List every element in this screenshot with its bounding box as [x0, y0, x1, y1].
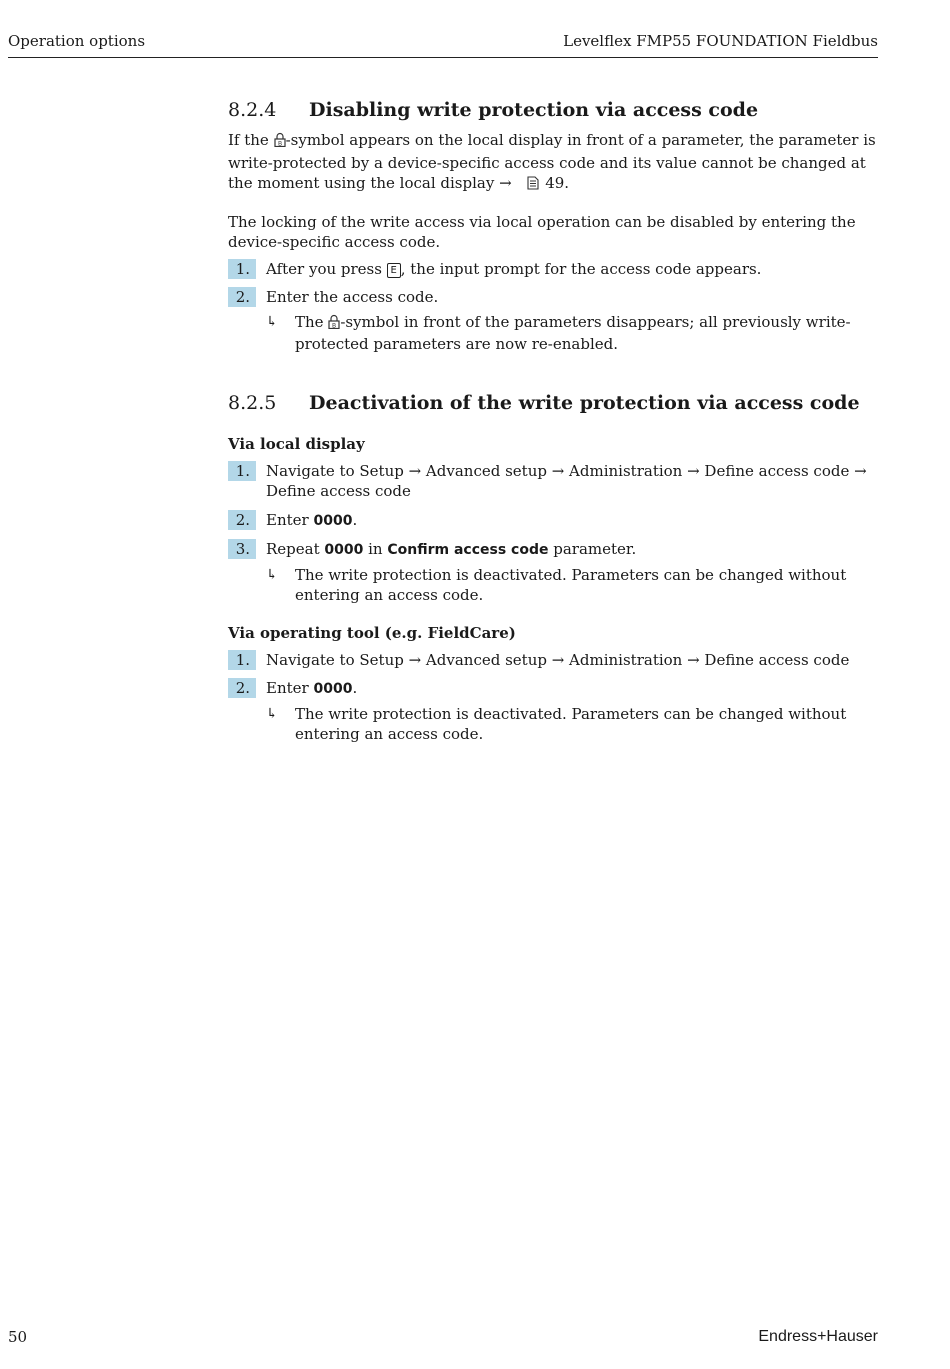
- step-text: Navigate to Setup → Advanced setup → Administration → Define access code → Define access code: [266, 461, 867, 500]
- step-number: 3.: [228, 539, 256, 559]
- result-arrow-icon: ↳: [266, 566, 278, 583]
- paragraph-write-protected: [228, 130, 878, 196]
- subheading-local-display: Via local display: [228, 434, 365, 453]
- brand-name: Endress+Hauser: [758, 1328, 878, 1345]
- section-number: 8.2.4: [228, 99, 277, 121]
- access-code-value: 0000: [313, 681, 353, 697]
- step-text: [266, 287, 878, 355]
- step-result: [266, 312, 878, 355]
- page-ref-link[interactable]: 49.: [545, 174, 570, 192]
- step-number: 1.: [228, 650, 256, 670]
- access-code-value: 0000: [313, 512, 353, 529]
- page-number: 50: [8, 1328, 28, 1346]
- text: parameter.: [548, 540, 637, 558]
- text: After you press: [266, 259, 387, 278]
- step-text: [266, 539, 878, 606]
- access-code-value: 0000: [324, 542, 364, 558]
- step-text: [266, 510, 878, 532]
- text: , the input prompt for the access code appears.: [400, 259, 762, 278]
- step-result: [266, 565, 878, 606]
- section-8-2-5-heading: [228, 389, 878, 417]
- text: -symbol appears on the local display in front of a parameter, the parameter is write-protected by a device-specific access code and its value cannot be changed at the moment using the local display →: [228, 131, 876, 192]
- section-title: Deactivation of the write protection via access code: [309, 391, 860, 414]
- text: If the: [228, 131, 274, 149]
- step-2: [228, 678, 878, 745]
- section-title: Disabling write protection via access code: [309, 99, 759, 121]
- step-number: 1.: [228, 259, 256, 279]
- section-number: 8.2.5: [228, 391, 277, 414]
- svg-text:B: B: [277, 140, 282, 147]
- lock-icon: [274, 132, 286, 153]
- page-ref-icon: [526, 175, 540, 196]
- step-text: [266, 259, 878, 280]
- svg-text:B: B: [332, 321, 337, 329]
- steps-list-tool: [228, 650, 878, 745]
- step-3: [228, 539, 878, 606]
- header-document-title: Levelflex FMP55 FOUNDATION Fieldbus: [563, 32, 878, 50]
- step-2: [228, 287, 878, 355]
- text: Enter: [266, 679, 314, 697]
- lock-icon: [328, 314, 340, 335]
- result-text: The write protection is deactivated. Parameters can be changed without entering an access code.: [295, 704, 847, 743]
- paragraph-disable-locking: The locking of the write access via local operation can be disabled by entering the device-specific access code.: [228, 212, 856, 251]
- result-arrow-icon: ↳: [266, 313, 278, 330]
- step-result: [266, 704, 878, 745]
- result-text: [295, 312, 878, 355]
- enter-key-icon: E: [387, 263, 401, 278]
- step-number: 2.: [228, 287, 256, 307]
- text: Enter: [266, 510, 314, 529]
- step-2: [228, 510, 878, 532]
- step-text: [266, 678, 878, 745]
- step-text: Navigate to Setup → Advanced setup → Administration → Define access code: [266, 650, 850, 669]
- step-1: [228, 461, 878, 502]
- step-number: 1.: [228, 461, 256, 481]
- header-divider: [8, 57, 878, 58]
- steps-list-824: [228, 259, 878, 355]
- subheading-operating-tool: Via operating tool (e.g. FieldCare): [228, 623, 516, 642]
- header-section-title: Operation options: [8, 32, 146, 50]
- step-number: 2.: [228, 678, 256, 698]
- step-1: [228, 259, 878, 280]
- step-number: 2.: [228, 510, 256, 530]
- text: Enter the access code.: [266, 288, 439, 306]
- text: .: [352, 679, 358, 697]
- section-8-2-4-heading: [228, 96, 878, 124]
- result-text: The write protection is deactivated. Parameters can be changed without entering an access code.: [295, 565, 847, 604]
- steps-list-local: [228, 461, 878, 606]
- text: .: [352, 510, 358, 529]
- text: in: [363, 540, 388, 558]
- parameter-name: Confirm access code: [387, 542, 549, 558]
- result-arrow-icon: ↳: [266, 705, 278, 722]
- text: Repeat: [266, 540, 325, 558]
- step-1: [228, 650, 878, 671]
- text: The: [295, 312, 329, 331]
- page-content: [228, 96, 878, 745]
- text: -symbol in front of the parameters disappears; all previously write-protected parameters are now re-enabled.: [295, 312, 851, 353]
